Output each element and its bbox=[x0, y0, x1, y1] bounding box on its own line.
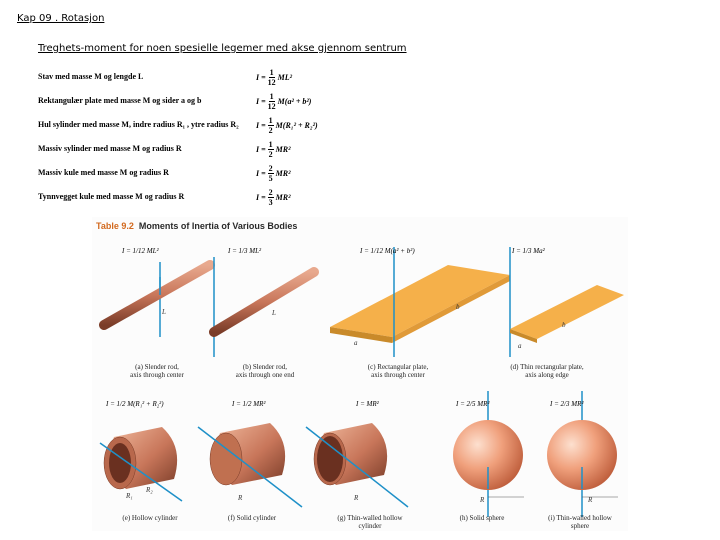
solid-sphere-figure bbox=[453, 391, 524, 517]
section-subtitle: Treghets-moment for noen spesielle legemer med akse gjennom sentrum bbox=[38, 43, 407, 54]
slender-rod-center-figure bbox=[104, 262, 210, 337]
formula: I = $\frac{1}{12}$ M(a² + b²) bbox=[256, 91, 312, 111]
solid-cylinder-figure bbox=[198, 423, 302, 507]
svg-text:a: a bbox=[518, 342, 522, 350]
formula-row bbox=[38, 162, 338, 186]
rectangular-plate-figure bbox=[330, 247, 510, 357]
equation-f: I = 1/2 MR² bbox=[232, 400, 266, 408]
formula-description: Massiv sylinder med masse M og radius R bbox=[38, 144, 182, 153]
equation-c: I = 1/12 M(a² + b²) bbox=[360, 247, 415, 255]
formula-row bbox=[38, 114, 338, 138]
equation-d: I = 1/3 Ma² bbox=[512, 247, 545, 255]
formula-description: Hul sylinder med masse M, indre radius R₁ , ytre radius R₂ bbox=[38, 120, 239, 129]
formula-row bbox=[38, 66, 338, 90]
chapter-heading: Kap 09 . Rotasjon bbox=[17, 13, 105, 24]
svg-text:R₂: R₂ bbox=[146, 486, 153, 494]
caption-i: (i) Thin-walled hollow sphere bbox=[548, 514, 612, 530]
caption-g: (g) Thin-walled hollow cylinder bbox=[337, 514, 403, 530]
caption-d: (d) Thin rectangular plate, axis along edge bbox=[510, 363, 584, 379]
svg-text:b: b bbox=[456, 303, 460, 311]
hollow-cylinder-figure bbox=[100, 427, 182, 501]
svg-text:b: b bbox=[562, 321, 566, 329]
equation-a: I = 1/12 ML² bbox=[122, 247, 159, 255]
formula: I = $\frac{1}{12}$ ML² bbox=[256, 67, 293, 87]
equation-h: I = 2/5 MR² bbox=[456, 400, 490, 408]
formula-row bbox=[38, 90, 338, 114]
formula: I = $\frac{2}{3}$ MR² bbox=[256, 187, 291, 207]
formula-row bbox=[38, 186, 338, 210]
thin-plate-figure bbox=[510, 247, 624, 357]
formula-description: Tynnvegget kule med masse M og radius R bbox=[38, 192, 185, 201]
formula: I = $\frac{1}{2}$ M(R₁² + R₂²) bbox=[256, 115, 318, 135]
svg-text:R: R bbox=[480, 496, 485, 504]
svg-text:L: L bbox=[162, 308, 166, 316]
svg-text:L: L bbox=[272, 309, 276, 317]
inertia-table-figure bbox=[92, 217, 628, 531]
svg-text:R: R bbox=[588, 496, 593, 504]
formula: I = $\frac{1}{2}$ MR² bbox=[256, 139, 291, 159]
caption-b: (b) Slender rod, axis through one end bbox=[235, 363, 295, 379]
caption-c: (c) Rectangular plate, axis through center bbox=[367, 363, 429, 379]
equation-g: I = MR² bbox=[356, 400, 379, 408]
formula: I = $\frac{2}{5}$ MR² bbox=[256, 163, 291, 183]
svg-text:a: a bbox=[354, 339, 358, 347]
equation-e: I = 1/2 M(R₁² + R₂²) bbox=[106, 400, 164, 408]
equation-i: I = 2/3 MR² bbox=[550, 400, 584, 408]
svg-text:R: R bbox=[238, 494, 243, 502]
slender-rod-end-figure bbox=[214, 257, 314, 357]
caption-f: (f) Solid cylinder bbox=[227, 514, 277, 522]
hollow-sphere-figure bbox=[547, 391, 618, 517]
formula-description: Rektangulær plate med masse M og sider a og b bbox=[38, 96, 202, 105]
table-title: Table 9.2 Moments of Inertia of Various Bodies bbox=[96, 221, 298, 231]
caption-e: (e) Hollow cylinder bbox=[122, 514, 178, 522]
formula-row bbox=[38, 138, 338, 162]
thin-walled-cylinder-figure bbox=[306, 423, 408, 507]
svg-text:R₁: R₁ bbox=[126, 492, 133, 500]
formula-description: Stav med masse M og lengde L bbox=[38, 72, 144, 81]
caption-a: (a) Slender rod, axis through center bbox=[130, 363, 184, 379]
equation-b: I = 1/3 ML² bbox=[228, 247, 262, 255]
svg-text:R: R bbox=[354, 494, 359, 502]
caption-h: (h) Solid sphere bbox=[459, 514, 505, 522]
formula-description: Massiv kule med masse M og radius R bbox=[38, 168, 169, 177]
